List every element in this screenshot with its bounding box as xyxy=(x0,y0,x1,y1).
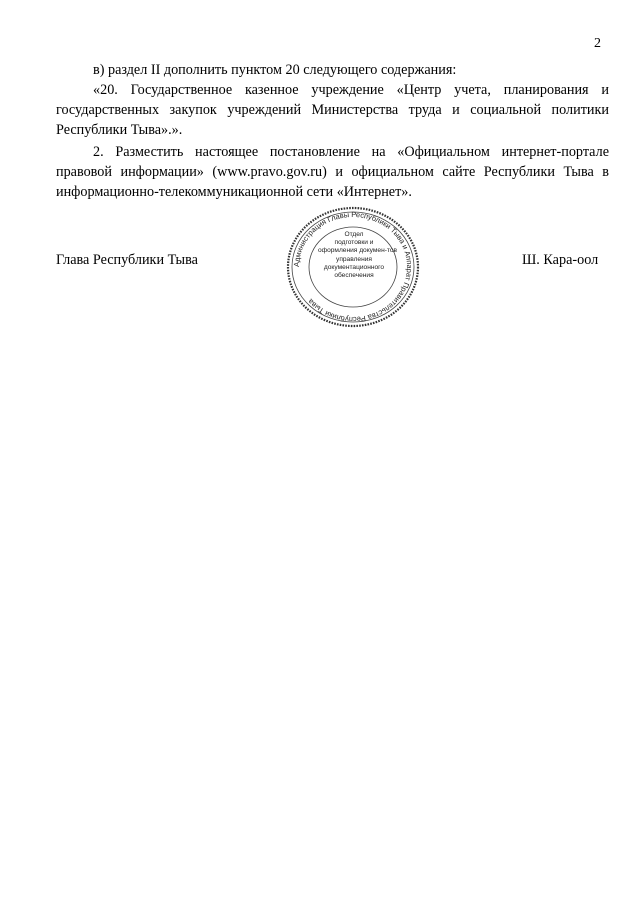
stamp-line: обеспечения xyxy=(334,272,374,280)
paragraph-item-20: «20. Государственное казенное учреждение «Центр учета, планирования и государственных закупок учреждений Министерства труда и социальной политики Республики Тыва».». xyxy=(56,82,609,138)
stamp-line: оформления докумен-тов xyxy=(318,247,398,255)
paragraph-item-2: 2. Разместить настоящее постановление на «Официальном интернет-портале правовой информации» (www.pravo.gov.ru) и официальном сайте Республики Тыва в информационно-телекоммуникационной сети «Интернет». xyxy=(56,144,609,200)
stamp-line: Отдел xyxy=(344,231,364,238)
paragraph-item-v: в) раздел II дополнить пунктом 20 следующего содержания: xyxy=(93,62,457,78)
stamp-line: управления xyxy=(336,255,372,263)
stamp-line: подготовки и xyxy=(334,239,374,247)
stamp-line: документационного xyxy=(323,263,385,271)
official-stamp xyxy=(285,205,421,329)
signer-name: Ш. Кара-оол xyxy=(522,252,599,268)
stamp-ring-text: Администрация Главы Республики Тыва и Аппарат Правительства Республики Тыва xyxy=(291,209,415,325)
stamp-center-text xyxy=(318,231,398,280)
page-number: 2 xyxy=(594,36,601,51)
signer-title: Глава Республики Тыва xyxy=(56,252,198,268)
